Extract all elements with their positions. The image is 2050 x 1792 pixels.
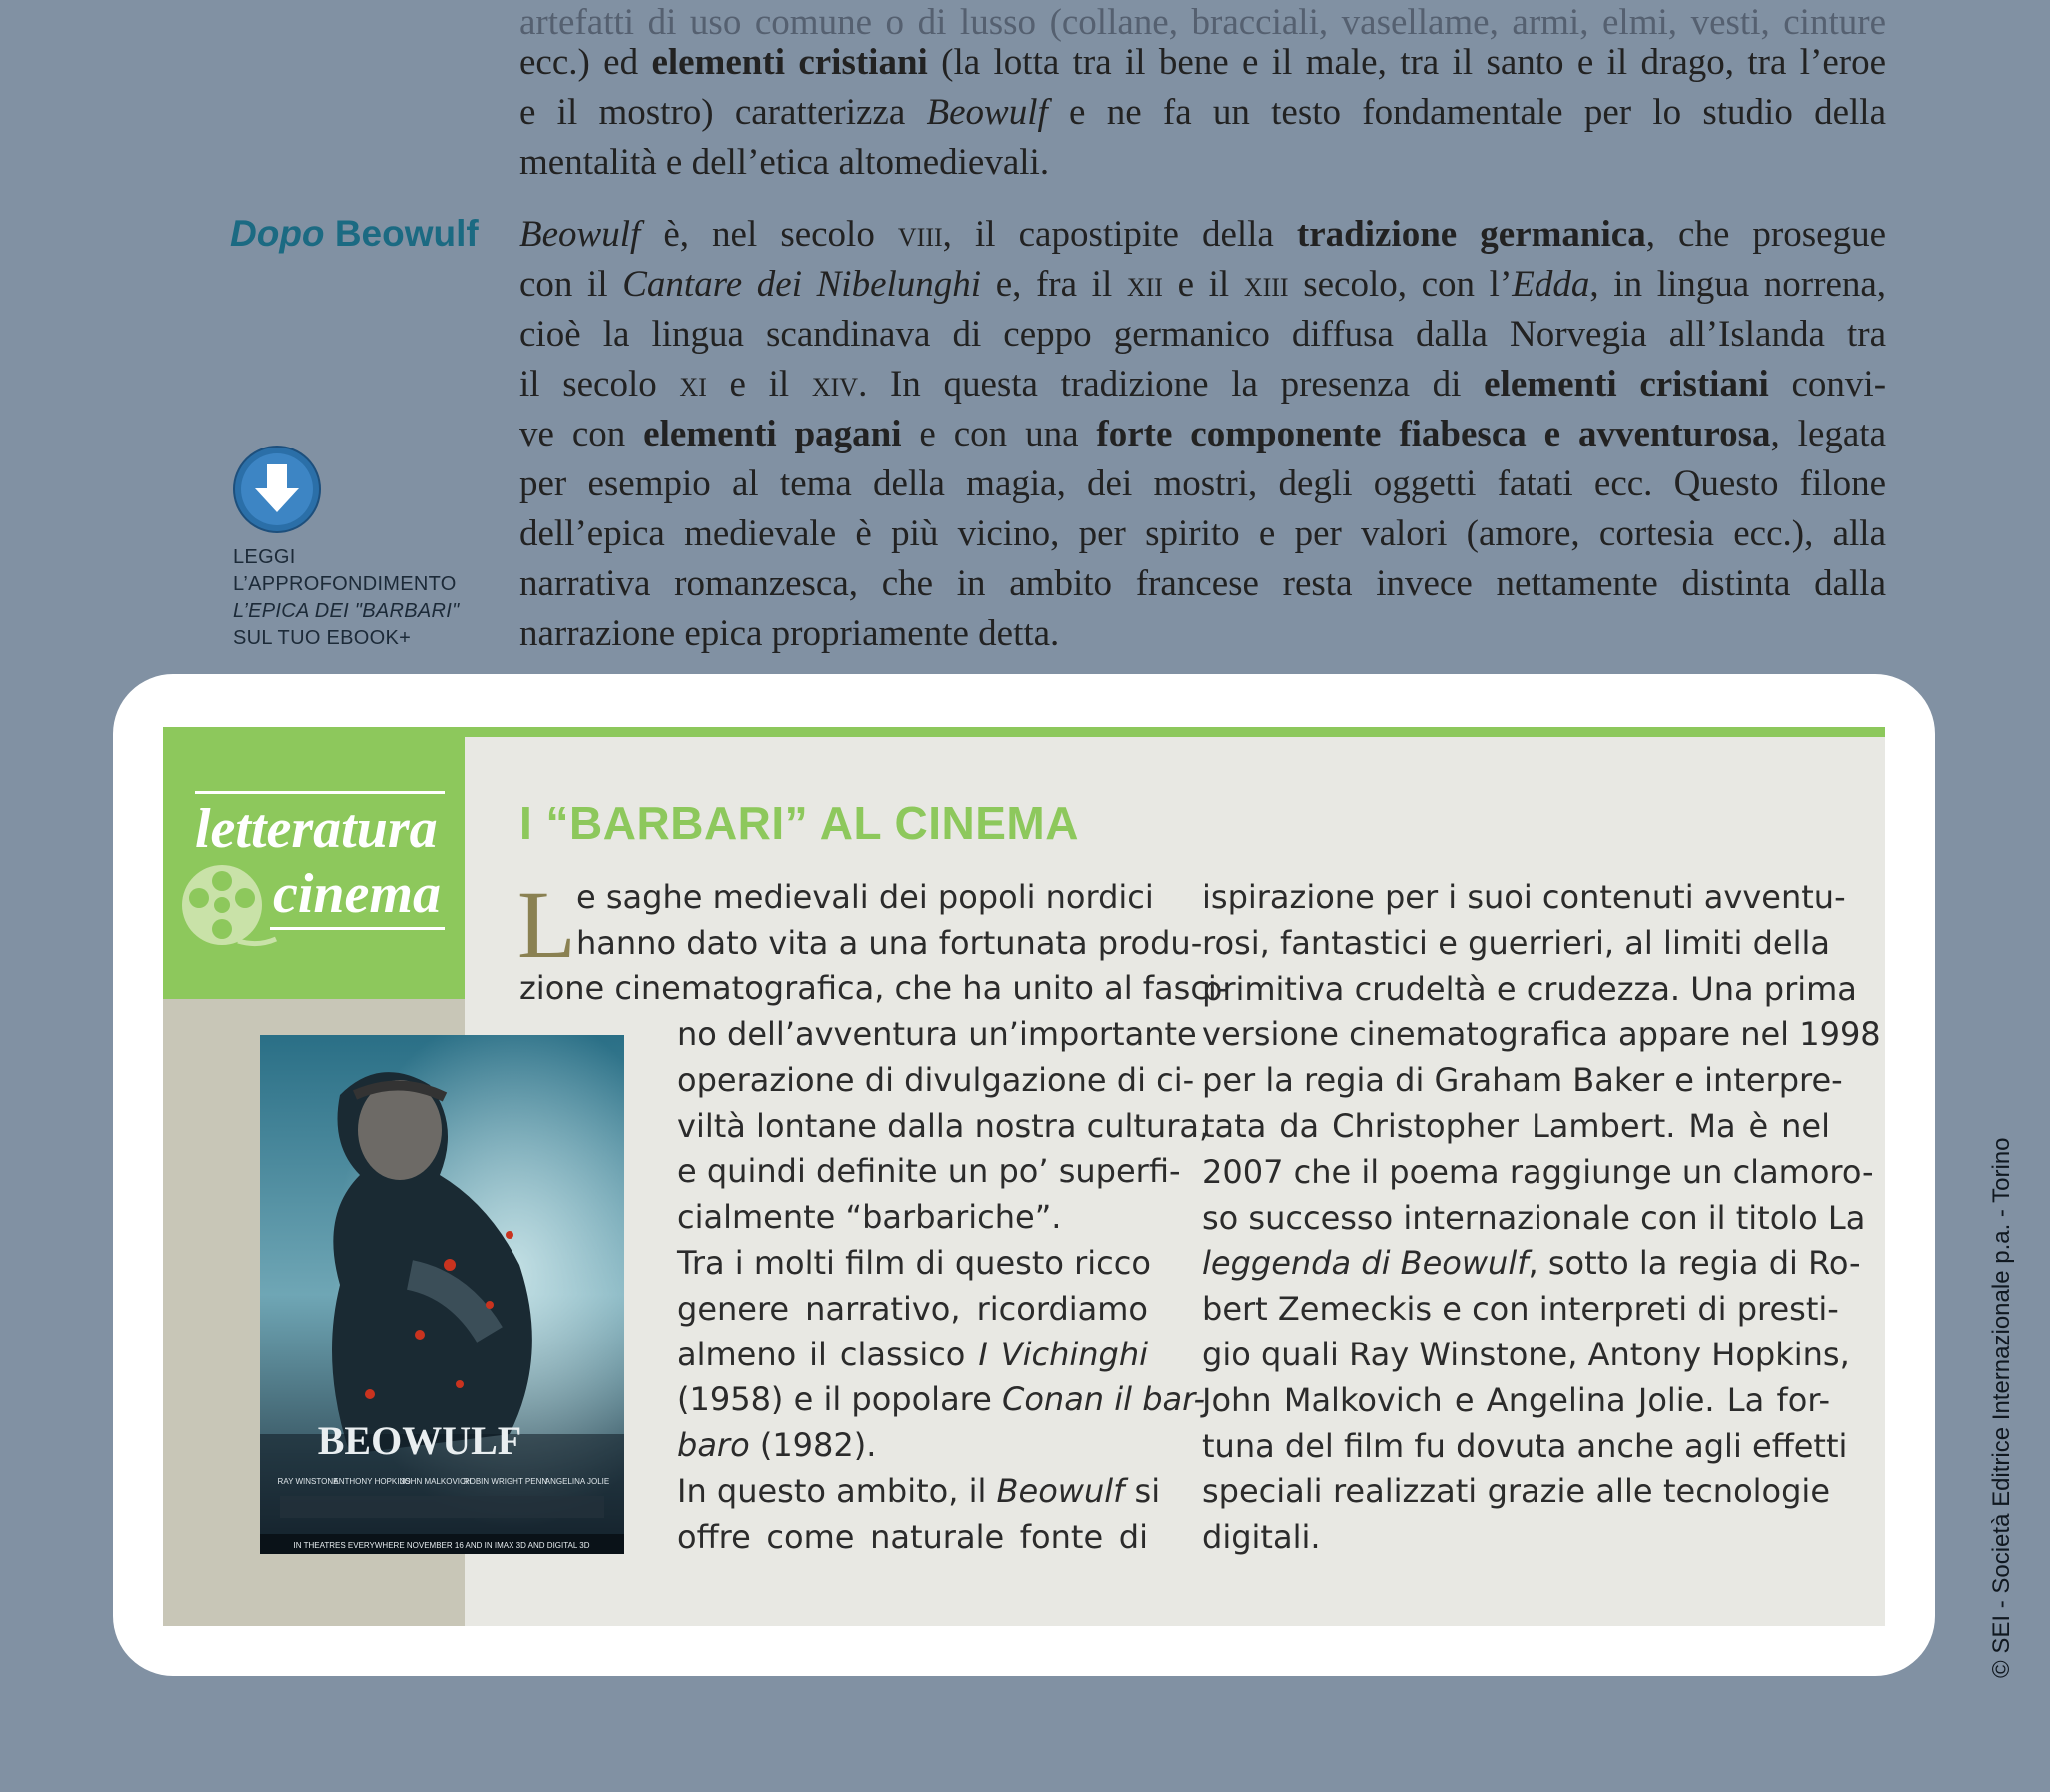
- poster-cast-member: JOHN MALKOVICH: [400, 1477, 472, 1486]
- poster-cast-member: ANGELINA JOLIE: [544, 1477, 610, 1486]
- text-line: per la regia di Graham Baker e interpre-: [1202, 1061, 1843, 1100]
- text-line: ispirazione per i suoi contenuti avventu-: [1202, 878, 1846, 916]
- ebook-link-line: SUL TUO EBOOK+: [233, 627, 412, 649]
- text-line: mentalità e dell’etica altomedievali.: [519, 142, 1050, 183]
- film-reel-icon: [178, 861, 278, 951]
- poster-cast-member: ROBIN WRIGHT PENN: [463, 1477, 548, 1486]
- text-line: speciali realizzati grazie alle tecnologie: [1202, 1472, 1830, 1511]
- text-line: primitiva crudeltà e crudezza. Una prima: [1202, 969, 1857, 1008]
- text-line: cialmente “barbariche”.: [677, 1198, 1062, 1237]
- text-line: John Malkovich e Angelina Jolie. La for-: [1202, 1380, 1830, 1419]
- text-line: dell’epica medievale è più vicino, per spirito e per valori (amore, cortesia ecc.), alla: [519, 513, 1886, 554]
- text-line: narrativa romanzesca, che in ambito francese resta invece nettamente distinta dalla: [519, 563, 1886, 604]
- text-line: ecc.) ed elementi cristiani (la lotta tra il bene e il male, tra il santo e il drago, tra l’eroe: [519, 42, 1886, 83]
- text-line: per esempio al tema della magia, dei mostri, degli oggetti fatati ecc. Questo filone: [519, 463, 1886, 504]
- side-heading: [230, 213, 479, 255]
- beowulf-movie-poster: [260, 1035, 624, 1554]
- ebook-link-line: L’APPROFONDIMENTO: [233, 573, 457, 595]
- text-line: hanno dato vita a una fortunata produ-: [576, 923, 1203, 962]
- text-line: bert Zemeckis e con interpreti di presti-: [1202, 1290, 1839, 1329]
- text-line: narrazione epica propriamente detta.: [519, 613, 1060, 654]
- text-line: Beowulf è, nel secolo viii, il capostipite della tradizione germanica, che prosegue: [519, 214, 1886, 255]
- text-line: leggenda di Beowulf, sotto la regia di Ro-: [1202, 1244, 1861, 1283]
- text-line: so successo internazionale con il titolo La: [1202, 1198, 1866, 1237]
- text-line: rosi, fantastici e guerrieri, al limiti della: [1202, 923, 1830, 962]
- text-line: operazione di divulgazione di ci-: [677, 1060, 1195, 1099]
- text-line: versione cinematografica appare nel 1998: [1202, 1015, 1881, 1054]
- side-heading-name: Beowulf: [334, 213, 479, 254]
- text-line: digitali.: [1202, 1518, 1321, 1557]
- poster-cast-member: ANTHONY HOPKINS: [333, 1477, 411, 1486]
- poster-release-info: IN THEATRES EVERYWHERE NOVEMBER 16 AND IN IMAX 3D AND DIGITAL 3D: [293, 1541, 590, 1550]
- column-2-body: [1202, 875, 1881, 1561]
- poster-cast-member: RAY WINSTONE: [277, 1477, 339, 1486]
- text-line: cioè la lingua scandinava di ceppo germanico diffusa dalla Norvegia all’Islanda tra: [519, 314, 1886, 355]
- text-line: tata da Christopher Lambert. Ma è nel: [1202, 1106, 1830, 1145]
- text-line: (1958) e il popolare Conan il bar-: [677, 1380, 1206, 1419]
- dopo-beowulf-paragraph: [519, 210, 1886, 659]
- text-line: 2007 che il poema raggiunge un clamoro-: [1202, 1152, 1874, 1191]
- tag-label-cinema: cinema: [273, 863, 441, 925]
- ebook-link[interactable]: [233, 544, 493, 652]
- text-line: artefatti di uso comune o di lusso (collane, bracciali, vasellame, armi, elmi, vesti, cinture: [519, 2, 1886, 43]
- side-heading-prefix: Dopo: [230, 213, 325, 254]
- text-line: In questo ambito, il Beowulf si: [677, 1471, 1161, 1510]
- top-paragraph: [519, 2, 1886, 188]
- text-line: Tra i molti film di questo ricco: [677, 1243, 1151, 1282]
- drop-cap: L: [517, 871, 576, 978]
- ebook-link-line: LEGGI: [233, 546, 296, 568]
- box-top-rule: [163, 727, 1885, 737]
- column-1-wide-line: [519, 966, 1229, 1012]
- tag-rule: [270, 927, 445, 930]
- tag-label-letteratura: letteratura: [195, 798, 438, 860]
- text-line: zione cinematografica, che ha unito al fasci-: [519, 969, 1229, 1007]
- text-line: e quindi definite un po’ superfi-: [677, 1152, 1181, 1191]
- text-line: genere narrativo, ricordiamo: [677, 1289, 1148, 1328]
- box-title: I “BARBARI” AL CINEMA: [519, 797, 1079, 849]
- column-1-intro: [576, 875, 1203, 967]
- download-icon[interactable]: [232, 445, 322, 534]
- text-line: gio quali Ray Winstone, Antony Hopkins,: [1202, 1335, 1850, 1373]
- copyright-notice: © SEI - Società Editrice Internazionale p.a. - Torino: [1988, 1137, 2015, 1678]
- text-line: e il mostro) caratterizza Beowulf e ne fa un testo fondamentale per lo studio della: [519, 92, 1886, 133]
- column-1-body: [677, 1012, 1210, 1561]
- text-line: almeno il classico I Vichinghi: [677, 1335, 1148, 1373]
- text-line: viltà lontane dalla nostra cultura,: [677, 1106, 1210, 1145]
- ebook-link-title: L’EPICA DEI "BARBARI": [233, 600, 460, 622]
- text-line: ve con elementi pagani e con una forte componente fiabesca e avventurosa, legata: [519, 414, 1886, 454]
- tag-rule: [195, 791, 445, 794]
- text-line: offre come naturale fonte di: [677, 1517, 1148, 1556]
- text-line: baro (1982).: [677, 1426, 877, 1465]
- text-line: e saghe medievali dei popoli nordici: [576, 878, 1154, 916]
- text-line: no dell’avventura un’importante: [677, 1015, 1197, 1053]
- text-line: tuna del film fu dovuta anche agli effetti: [1202, 1426, 1848, 1465]
- text-line: con il Cantare dei Nibelunghi e, fra il xii e il xiii secolo, con l’Edda, in lingua norrena,: [519, 264, 1887, 305]
- text-line: il secolo xi e il xiv. In questa tradizione la presenza di elementi cristiani convi-: [519, 364, 1887, 405]
- poster-title: BEOWULF: [317, 1418, 522, 1463]
